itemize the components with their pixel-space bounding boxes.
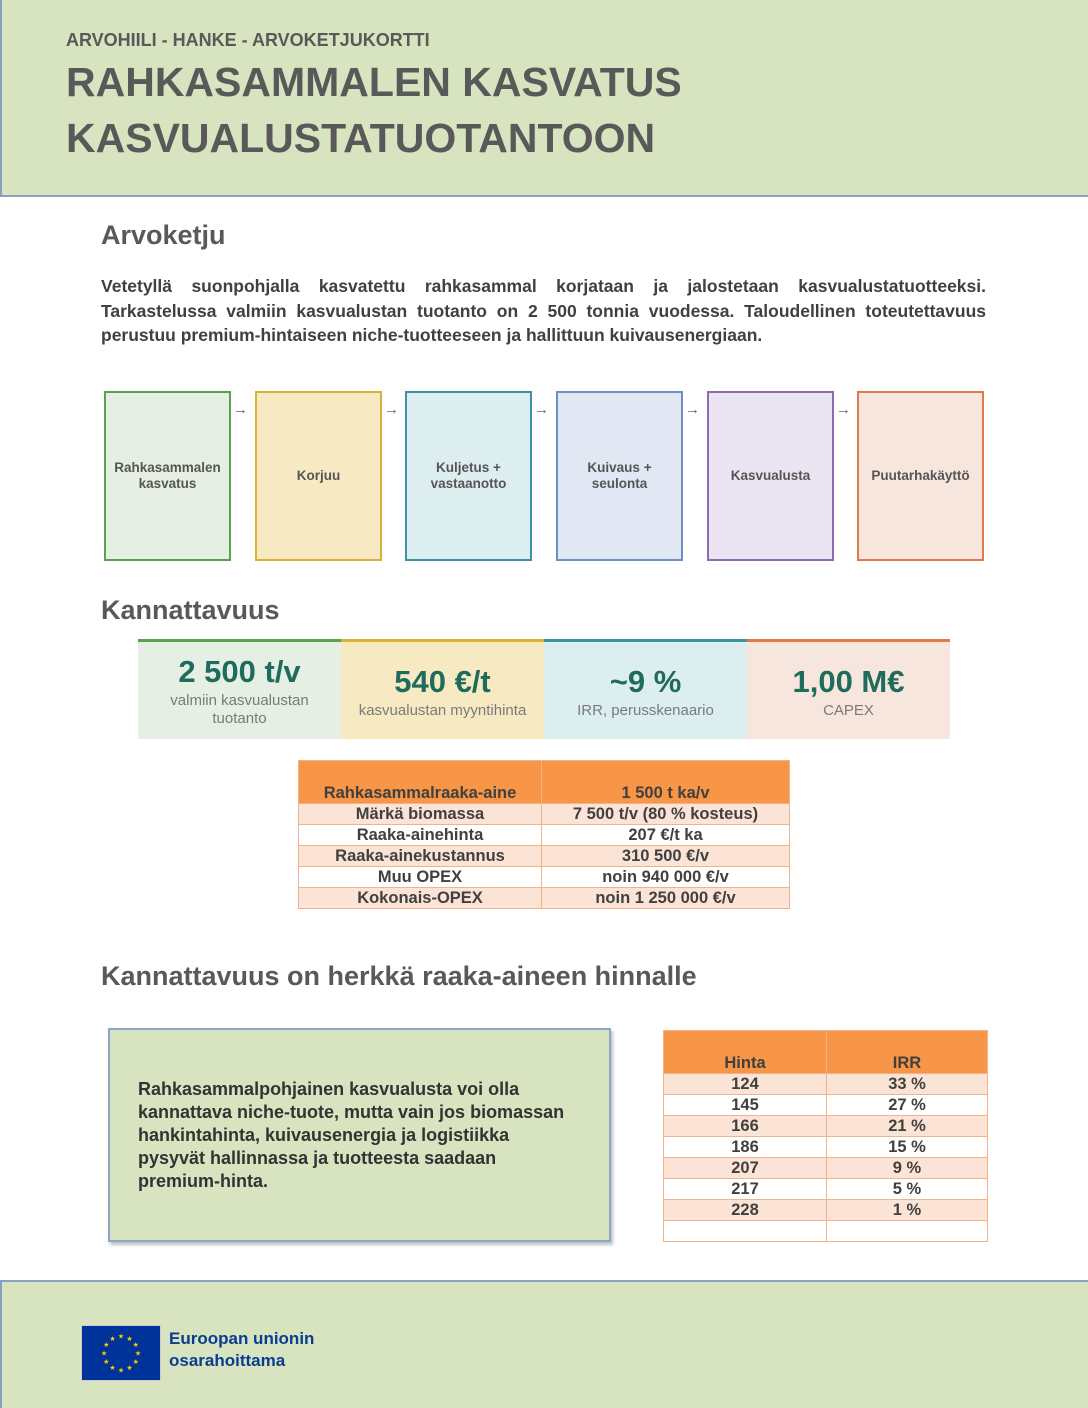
kpi-irr bbox=[544, 639, 747, 739]
table-cell: 310 500 €/v bbox=[542, 846, 790, 867]
kpi-price bbox=[341, 639, 544, 739]
star-icon: ★ bbox=[117, 1333, 125, 1341]
table-cell: noin 1 250 000 €/v bbox=[542, 888, 790, 909]
table-cell: Muu OPEX bbox=[299, 867, 542, 888]
chain-step-label: Kasvualusta bbox=[730, 468, 811, 483]
table-cell: 9 % bbox=[827, 1158, 988, 1179]
kpi-value: 2 500 t/v bbox=[178, 654, 301, 689]
arrow-icon: → bbox=[384, 401, 399, 418]
table-cell: noin 940 000 €/v bbox=[542, 867, 790, 888]
table-header-cell: IRR bbox=[827, 1031, 988, 1074]
table-cell: 166 bbox=[664, 1116, 827, 1137]
table-row bbox=[664, 1116, 988, 1137]
sensitivity-table bbox=[663, 1030, 988, 1242]
table-cell: 15 % bbox=[827, 1137, 988, 1158]
eu-flag-icon bbox=[81, 1325, 161, 1381]
star-icon: ★ bbox=[132, 1359, 139, 1366]
eu-funding-line-2: osarahoittama bbox=[169, 1351, 286, 1370]
table-cell: Kokonais-OPEX bbox=[299, 888, 542, 909]
table-row bbox=[664, 1158, 988, 1179]
intro-paragraph: Vetetyllä suonpohjalla kasvatettu rahkasammal korjataan ja jalostetaan kasvualustatuotteeksi. Tarkastelussa valmiin kasvualustan tuotanto on 2 500 tonnia vuodessa. Taloudellinen toteutettavuus perustuu premium-hintaiseen niche-tuotteeseen ja hallittuun kuivausenergiaan. bbox=[101, 276, 986, 345]
arrow-icon: → bbox=[233, 401, 248, 418]
table-header-cell: Rahkasammalraaka-aine bbox=[299, 761, 542, 804]
section-heading-kannattavuus: Kannattavuus bbox=[101, 595, 280, 625]
kpi-label: CAPEX bbox=[823, 702, 874, 719]
header-band bbox=[0, 0, 1088, 197]
table-cell: 5 % bbox=[827, 1179, 988, 1200]
star-icon: ★ bbox=[126, 1365, 133, 1373]
table-header-cell: Hinta bbox=[664, 1031, 827, 1074]
star-icon: ★ bbox=[100, 1350, 108, 1358]
chain-step-korjuu bbox=[255, 391, 382, 561]
kpi-value: 540 €/t bbox=[394, 664, 491, 699]
chain-step-puutarhakaytto bbox=[857, 391, 984, 561]
table-cell: Raaka-ainekustannus bbox=[299, 846, 542, 867]
chain-step-kuljetus bbox=[405, 391, 532, 561]
star-icon: ★ bbox=[103, 1342, 110, 1349]
section-heading-herkkyys: Kannattavuus on herkkä raaka-aineen hinnalle bbox=[101, 961, 697, 991]
table-row bbox=[299, 867, 790, 888]
table-cell: 33 % bbox=[827, 1074, 988, 1095]
finance-table bbox=[298, 760, 790, 909]
page-title bbox=[66, 54, 682, 166]
table-cell bbox=[827, 1221, 988, 1242]
arrow-icon: → bbox=[836, 401, 851, 418]
table-cell: 207 €/t ka bbox=[542, 825, 790, 846]
title-line-1: RAHKASAMMALEN KASVATUS bbox=[66, 59, 682, 105]
chain-step-label: Korjuu bbox=[296, 468, 341, 483]
table-cell: 1 % bbox=[827, 1200, 988, 1221]
table-cell: Raaka-ainehinta bbox=[299, 825, 542, 846]
table-cell bbox=[664, 1221, 827, 1242]
chain-step-label: Kuivaus + seulonta bbox=[587, 460, 652, 491]
table-cell: 186 bbox=[664, 1137, 827, 1158]
table-cell: 124 bbox=[664, 1074, 827, 1095]
table-row bbox=[299, 804, 790, 825]
table-row bbox=[664, 1179, 988, 1200]
table-cell: 145 bbox=[664, 1095, 827, 1116]
table-row bbox=[299, 846, 790, 867]
table-cell: 228 bbox=[664, 1200, 827, 1221]
kpi-capex bbox=[747, 639, 950, 739]
table-cell: Märkä biomassa bbox=[299, 804, 542, 825]
title-line-2: KASVUALUSTATUOTANTOON bbox=[66, 115, 656, 161]
table-cell: 207 bbox=[664, 1158, 827, 1179]
star-icon: ★ bbox=[126, 1335, 133, 1343]
kpi-value: 1,00 M€ bbox=[792, 664, 905, 699]
chain-step-label: Kuljetus + vastaanotto bbox=[430, 460, 507, 491]
chain-step-kasvualusta bbox=[707, 391, 834, 561]
table-header-cell: 1 500 t ka/v bbox=[542, 761, 790, 804]
chain-step-kuivaus bbox=[556, 391, 683, 561]
star-icon: ★ bbox=[132, 1342, 139, 1349]
table-row bbox=[664, 1095, 988, 1116]
table-row bbox=[299, 888, 790, 909]
kpi-value: ~9 % bbox=[609, 664, 682, 699]
star-icon: ★ bbox=[103, 1359, 110, 1366]
table-cell: 217 bbox=[664, 1179, 827, 1200]
footer-band bbox=[0, 1280, 1088, 1408]
star-icon: ★ bbox=[134, 1350, 142, 1358]
kpi-label: kasvualustan myyntihinta bbox=[358, 702, 527, 719]
table-header-row bbox=[664, 1031, 988, 1074]
table-row bbox=[664, 1200, 988, 1221]
table-row bbox=[664, 1137, 988, 1158]
table-row bbox=[299, 825, 790, 846]
chain-step-kasvatus bbox=[104, 391, 231, 561]
table-cell: 27 % bbox=[827, 1095, 988, 1116]
chain-step-label: Rahkasammalen kasvatus bbox=[114, 460, 221, 491]
star-icon: ★ bbox=[109, 1365, 116, 1373]
kpi-label: IRR, perusskenaario bbox=[577, 702, 714, 719]
table-header-row bbox=[299, 761, 790, 804]
conclusion-callout: Rahkasammalpohjainen kasvualusta voi olla kannattava niche-tuote, mutta vain jos biomassan hankintahinta, kuivausenergia ja logistiikka pysyvät hallinnassa ja tuotteesta saadaan premium-hinta. bbox=[108, 1028, 611, 1242]
eu-funding-text bbox=[169, 1328, 314, 1372]
arrow-icon: → bbox=[534, 401, 549, 418]
project-kicker: ARVOHIILI - HANKE - ARVOKETJUKORTTI bbox=[66, 30, 430, 50]
eu-funding-line-1: Euroopan unionin bbox=[169, 1329, 315, 1348]
kpi-production bbox=[138, 639, 341, 739]
table-cell: 21 % bbox=[827, 1116, 988, 1137]
table-row bbox=[664, 1074, 988, 1095]
section-heading-arvoketju: Arvoketju bbox=[101, 220, 226, 250]
kpi-label: valmiin kasvualustan tuotanto bbox=[170, 692, 309, 727]
star-icon: ★ bbox=[117, 1367, 125, 1375]
table-cell: 7 500 t/v (80 % kosteus) bbox=[542, 804, 790, 825]
chain-step-label: Puutarhakäyttö bbox=[871, 468, 970, 483]
table-row bbox=[664, 1221, 988, 1242]
star-icon: ★ bbox=[109, 1335, 116, 1343]
eu-stars-icon bbox=[82, 1326, 160, 1380]
arrow-icon: → bbox=[685, 401, 700, 418]
